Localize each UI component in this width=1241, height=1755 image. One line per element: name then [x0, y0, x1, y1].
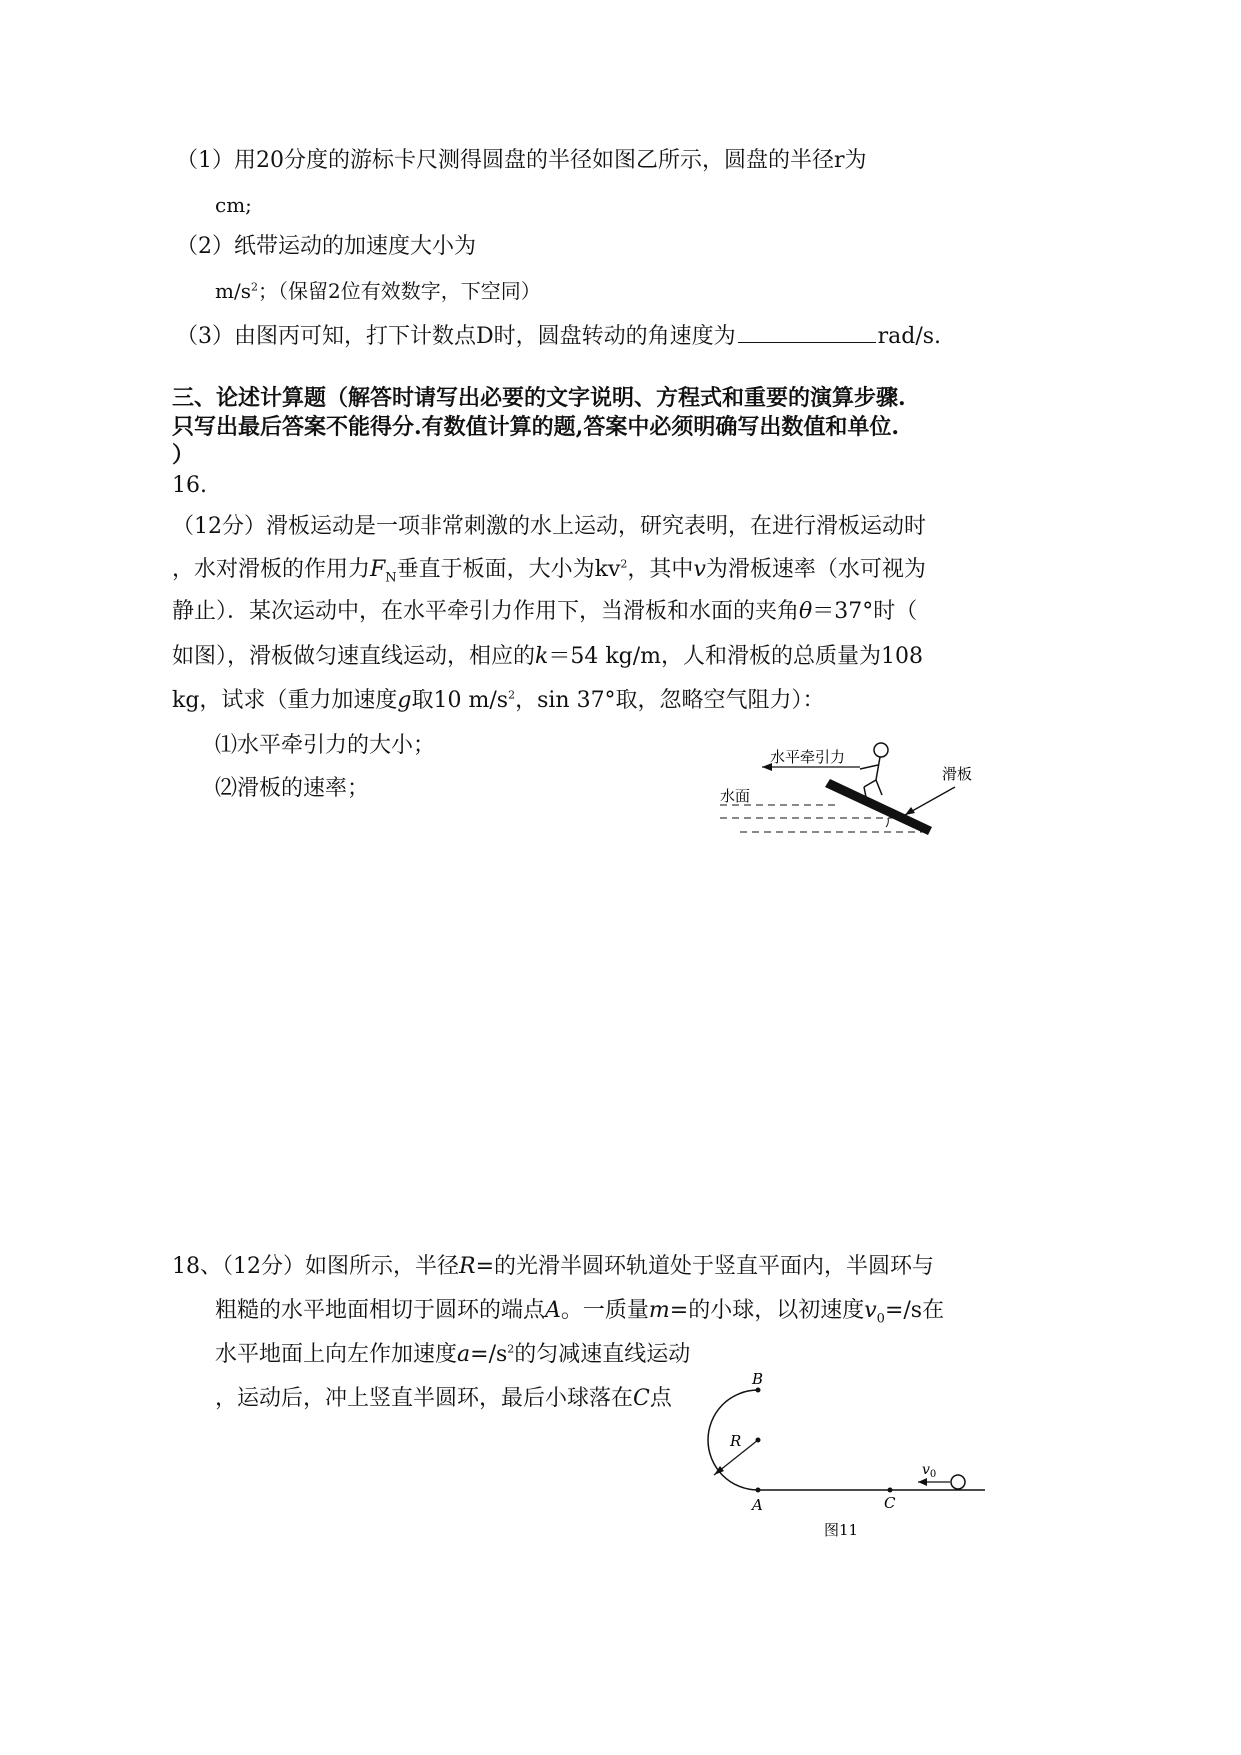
q16-text-line2: ，水对滑板的作用力$F_N$垂直于板面，大小为$kv^2$，其中v为滑板速率（水可视为 — [172, 557, 926, 586]
q15-part3 — [176, 320, 941, 352]
label-v0: $v_0$ — [922, 1462, 937, 1480]
ball — [951, 1475, 965, 1489]
q15-part2-unit: m/s — [215, 279, 251, 303]
section3-heading-line1: 三、论述计算题（解答时请写出必要的文字说明、方程式和重要的演算步骤. — [172, 385, 906, 411]
pull-label: 水平牵引力 — [770, 748, 846, 766]
label-R: R — [730, 1432, 742, 1450]
q15-part3-unit: rad/s. — [877, 324, 942, 349]
water-ski-figure — [700, 735, 1000, 845]
water-label: 水面 — [720, 787, 751, 805]
figure-caption: 图11 — [824, 1521, 859, 1539]
q16-number: 16. — [172, 473, 207, 498]
point-A — [756, 1488, 761, 1493]
q16-subquestion-2: ⑵滑板的速率； — [215, 776, 370, 801]
q16-text-line1: （12分）滑板运动是一项非常刺激的水上运动，研究表明，在进行滑板运动时 — [172, 514, 926, 539]
q18-text-line1: 18、（12分）如图所示，半径R=的光滑半圆环轨道处于竖直平面内，半圆环与 — [172, 1254, 935, 1279]
q15-part2-line1: （2）纸带运动的加速度大小为 — [176, 234, 476, 259]
q16-text-line5: kg，试求（重力加速度g取10 $m/s^2$，sin 37°取，忽略空气阻力）： — [172, 688, 825, 713]
label-C: C — [884, 1494, 896, 1512]
q16-text-line3: 静止）．某次运动中，在水平牵引力作用下，当滑板和水面的夹角θ＝37°时（ — [172, 599, 918, 624]
section3-heading-line3: ） — [172, 442, 195, 468]
q15-part1-unit: cm; — [215, 193, 252, 217]
label-A: A — [752, 1496, 763, 1514]
q15-part1-line1: （1）用20分度的游标卡尺测得圆盘的半径如图乙所示，圆盘的半径r为 — [176, 148, 867, 173]
q15-part2-note: ；（保留2位有效数字，下空同） — [257, 279, 541, 303]
point-B — [756, 1388, 761, 1393]
person-head — [874, 743, 888, 757]
q18-text-line4: ，运动后，冲上竖直半圆环，最后小球落在C点 — [215, 1386, 672, 1411]
q15-part3-text: （3）由图丙可知，打下计数点D时，圆盘转动的角速度为 — [176, 324, 736, 349]
semicircle-track-figure — [690, 1370, 1000, 1545]
board-label: 滑板 — [942, 765, 973, 783]
q15-part2-line2: $m/s^2$；（保留2位有效数字，下空同） — [215, 279, 541, 303]
force-symbol: F — [370, 557, 386, 582]
q16-text-line4: 如图），滑板做匀速直线运动，相应的k＝54 kg/m，人和滑板的总质量为108 — [172, 644, 924, 669]
answer-blank[interactable] — [738, 320, 876, 343]
q16-subquestion-1: ⑴水平牵引力的大小； — [215, 733, 436, 758]
section3-heading-line2: 只写出最后答案不能得分.有数值计算的题,答案中必须明确写出数值和单位. — [172, 414, 899, 440]
label-B: B — [752, 1370, 764, 1388]
point-C — [888, 1488, 893, 1493]
q18-text-line3: 水平地面上向左作加速度$a=/s^2$的匀减速直线运动 — [215, 1342, 691, 1367]
q18-text-line2: 粗糙的水平地面相切于圆环的端点A。一质量m=的小球，以初速度$v_0=/s$在 — [215, 1298, 945, 1327]
